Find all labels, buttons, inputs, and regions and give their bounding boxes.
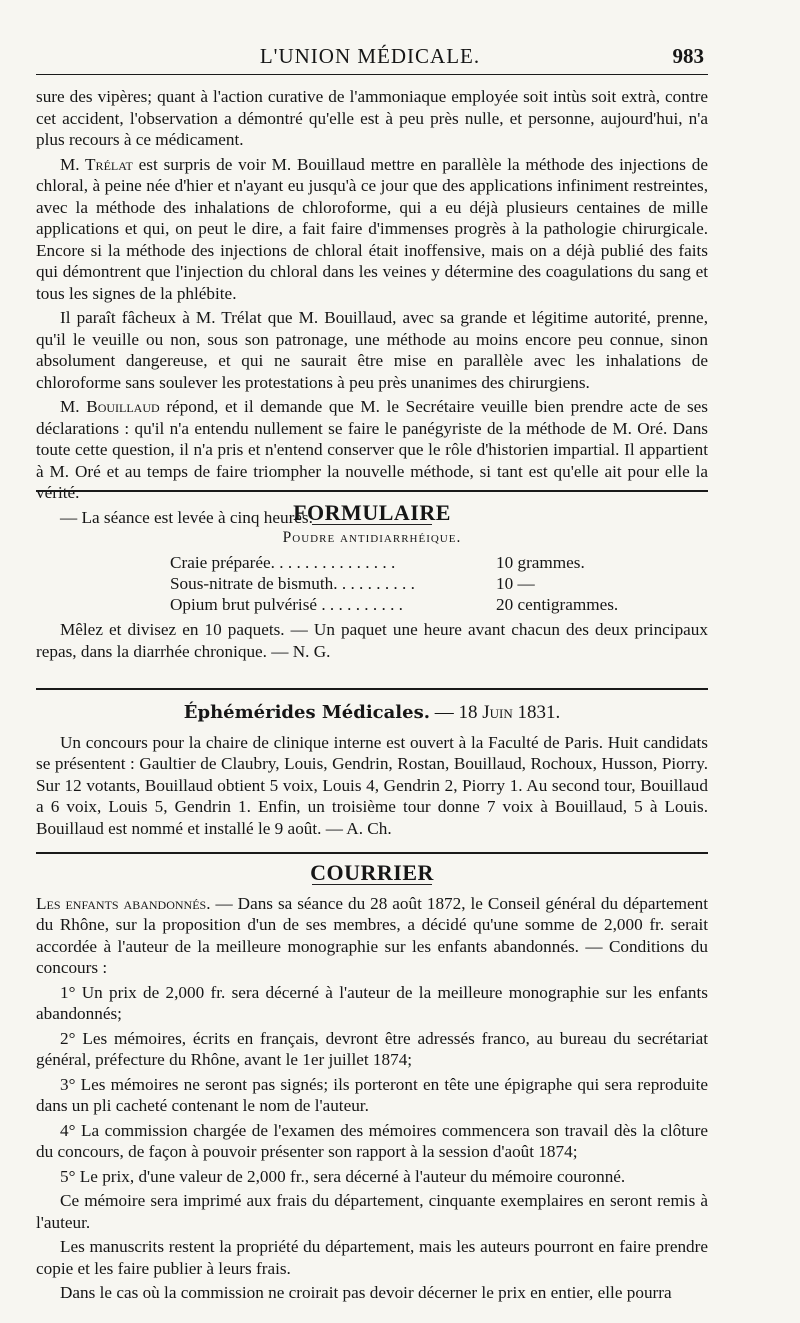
condition-item: 4° La commission chargée de l'examen des mémoires commencera son travail dès la clôture du concours, de façon à pouvoir présenter son rapport à la session d'août 1874;	[36, 1120, 708, 1161]
formulaire-instructions: Mêlez et divisez en 10 paquets. — Un paquet une heure avant chacun des deux principaux repas, dans la diarrhée chronique. — N. G.	[36, 620, 708, 661]
paragraph-viperes: sure des vipères; quant à l'action curative de l'ammoniaque employée soit intùs soit extrà, contre cet accident, l'observation a démontré qu'elle est à peu près nulle, et personne, aujourd'hui, n'a plus recours à ce médicament.	[36, 87, 708, 149]
courrier-heading: COURRIER	[310, 860, 434, 885]
section-rule	[36, 688, 708, 690]
ingredient-row	[36, 552, 708, 573]
speaker-name: M. Trélat	[60, 154, 133, 174]
ingredient-name: Sous-nitrate de bismuth. . . . . . . . . .	[170, 574, 415, 593]
article-text: — Dans sa séance du 28 août 1872, le Conseil général du département du Rhône, sur la proposition d'un de ses membres, a décidé qu'une somme de 2,000 fr. serait accordée à l'auteur de la meilleure monographie sur les enfants abandonnés. — Conditions du concours :	[36, 893, 708, 977]
paragraph-text: est surpris de voir M. Bouillaud mettre en parallèle la méthode des injections de chloral, à peine née d'hier et n'ayant eu jusqu'à ce jour que des applications infiniment restreintes, avec la méthode des inhalations de chloroforme, qui a eu déjà plusieurs centaines de mille applications et qui, on peut le dire, a fait faire d'immenses progrès à la pathologie chirurgicale. Encore si la méthode des injections de chloral était inoffensive, mais on a déjà publié des faits qui démontrent que l'injection du chloral dans les veines y détermine des coagulations du sang et tous les signes de la phlébite.	[36, 154, 708, 303]
paragraph-facheux: Il paraît fâcheux à M. Trélat que M. Bouillaud, avec sa grande et légitime autorité, prenne, qu'il le veuille ou non, sous son patronage, une méthode au moins encore peu connue, sinon absolument dangereuse, et qui ne saurait être mise en parallèle avec les inhalations de chloroforme sans soulever les protestations à peu près unanimes des chirurgiens.	[36, 308, 708, 392]
running-header	[0, 44, 800, 74]
courrier-paragraph: Dans le cas où la commission ne croirait pas devoir décerner le prix en entier, elle pourra	[60, 1283, 672, 1302]
formulaire-subtitle: Poudre antidiarrhéique.	[282, 528, 462, 546]
paragraph-text: répond, et il demande que M. le Secrétaire veuille bien prendre acte de ses déclarations : qu'il n'a entendu nullement se faire le panégyriste de la méthode de M. Oré. Dans toute cette question, il n'a pris et n'entend conserver que le rôle d'historien impartial. Il appartient à M. Oré et au temps de faire triompher la nouvelle méthode, si tant est qu'elle ait pour elle la vérité.	[36, 397, 708, 502]
page-number: 983	[672, 44, 704, 68]
courrier-paragraph: Ce mémoire sera imprimé aux frais du département, cinquante exemplaires en seront remis à l'auteur.	[36, 1191, 708, 1232]
condition-item: 5° Le prix, d'une valeur de 2,000 fr., sera décerné à l'auteur du mémoire couronné.	[60, 1166, 626, 1186]
condition-item: 3° Les mémoires ne seront pas signés; ils porteront en tête une épigraphe qui sera reproduite dans un pli cacheté contenant le nom de l'auteur.	[36, 1074, 708, 1115]
section-rule	[36, 490, 708, 492]
courrier-section	[36, 862, 708, 1307]
courrier-paragraph: Les manuscrits restent la propriété du département, mais les auteurs pourront en faire prendre copie et les faire publier à leurs frais.	[36, 1237, 708, 1278]
paragraph-bouillaud	[36, 396, 708, 504]
ingredient-row	[36, 573, 708, 594]
article-title: Les enfants abandonnés.	[36, 893, 211, 913]
journal-title: L'UNION MÉDICALE.	[259, 44, 481, 68]
ingredient-quantity: 10 —	[496, 574, 535, 593]
formulaire-heading: FORMULAIRE	[293, 500, 451, 525]
ephemerides-text: Un concours pour la chaire de clinique interne est ouvert à la Faculté de Paris. Huit candidats se présentent : Gaultier de Claubry, Louis, Gendrin, Rostan, Bouillaud, Rochoux, Husson, Piorry. Sur 12 votants, Bouillaud obtient 5 voix, Louis 4, Gendrin 2, Piorry 1. Au second tour, Bouillaud a 6 voix, Louis 5, Gendrin 1. Enfin, un troisième tour donne 7 voix à Bouillaud, 5 à Louis. Bouillaud est nommé et installé le 9 août. — A. Ch.	[36, 732, 708, 838]
header-rule	[36, 74, 708, 75]
ephemerides-section	[36, 702, 708, 842]
condition-item: 1° Un prix de 2,000 fr. sera décerné à l'auteur de la meilleure monographie sur les enfants abandonnés;	[36, 982, 708, 1023]
formulaire-section	[36, 502, 708, 665]
ingredient-name: Opium brut pulvérisé . . . . . . . . . .	[170, 595, 403, 614]
paragraph-trelat	[36, 154, 708, 305]
session-report	[36, 86, 708, 531]
speaker-name: M. Bouillaud	[60, 397, 160, 416]
ephemerides-date: — 18 Juin 1831.	[429, 702, 561, 723]
condition-item: 2° Les mémoires, écrits en français, devront être adressés franco, au bureau du secrétariat général, préfecture du Rhône, avant le 1er juillet 1874;	[36, 1028, 708, 1069]
ingredient-quantity: 10 grammes.	[496, 553, 585, 572]
section-rule	[36, 852, 708, 854]
ephemerides-title: Éphémérides Médicales.	[183, 702, 430, 723]
ingredient-quantity: 20 centigrammes.	[496, 595, 619, 614]
ephemerides-heading	[36, 702, 708, 724]
courrier-lead	[36, 893, 708, 979]
seance-levee: — La séance est levée à cinq heures.	[60, 507, 313, 527]
ingredient-row	[36, 594, 708, 615]
ingredient-name: Craie préparée. . . . . . . . . . . . . . .	[170, 553, 396, 572]
